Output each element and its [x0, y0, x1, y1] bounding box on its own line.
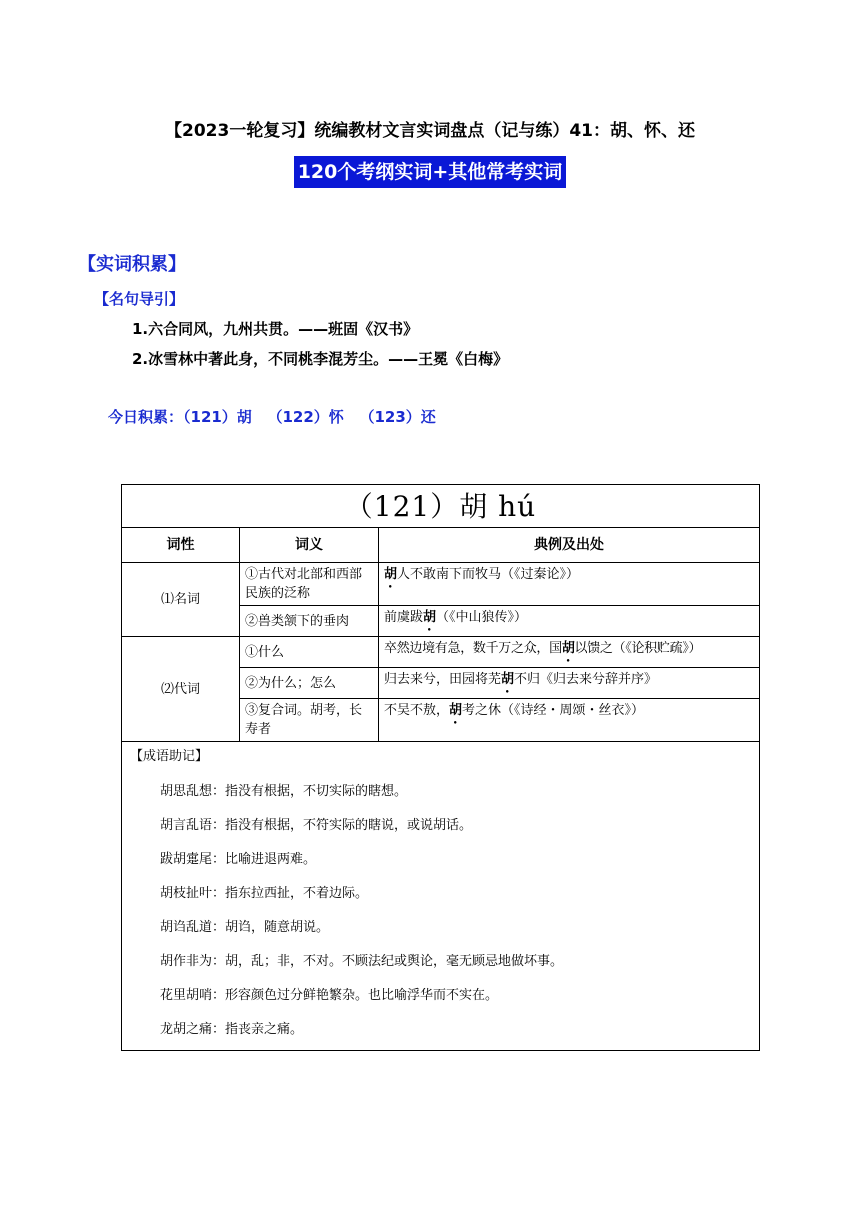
quote-2: 2.冰雪林中著此身，不同桃李混芳尘。——王冕《白梅》 — [132, 350, 509, 368]
keyword: 胡 — [449, 703, 463, 718]
keyword: 胡 — [501, 672, 515, 687]
meaning-cell: ②为什么；怎么 — [240, 668, 379, 699]
example-cell: 归去来兮，田园将芜胡不归《归去来兮辞并序》 — [379, 668, 760, 699]
meaning-cell: ①什么 — [240, 637, 379, 668]
keyword: 胡 — [561, 641, 575, 656]
pos-cell: ⑴名词 — [122, 563, 240, 637]
document-title: 【2023一轮复习】统编教材文言实词盘点（记与练）41：胡、怀、还 — [165, 121, 695, 141]
idiom-item: 胡思乱想：指没有根据，不切实际的瞎想。 — [160, 784, 408, 799]
quote-1: 1.六合同风，九州共贯。——班固《汉书》 — [132, 320, 419, 338]
idiom-row — [122, 742, 760, 1051]
meaning-cell: ②兽类颔下的垂肉 — [240, 606, 379, 637]
meaning-cell: ①古代对北部和西部民族的泛称 — [240, 563, 379, 606]
pos-cell: ⑵代词 — [122, 637, 240, 742]
keyword: 胡 — [423, 610, 437, 625]
idiom-cell — [122, 742, 760, 1051]
idiom-item: 胡枝扯叶：指东拉西扯，不着边际。 — [160, 886, 369, 901]
banner-wrapper — [0, 156, 860, 188]
idiom-item: 龙胡之痛：指丧亲之痛。 — [160, 1022, 304, 1037]
table-row — [122, 637, 760, 668]
table-row — [122, 563, 760, 606]
idiom-item: 花里胡哨：形容颜色过分鲜艳繁杂。也比喻浮华而不实在。 — [160, 988, 499, 1003]
example-cell: 前虞跋胡（《中山狼传》） — [379, 606, 760, 637]
table-header-row — [122, 528, 760, 563]
idiom-item: 跋胡疐尾：比喻进退两难。 — [160, 852, 317, 867]
keyword: 胡 — [384, 567, 398, 582]
banner-label: 120个考纲实词+其他常考实词 — [294, 156, 567, 188]
header-example: 典例及出处 — [379, 528, 760, 563]
section-heading: 【实词积累】 — [78, 254, 186, 275]
meaning-cell: ③复合词。胡考，长寿者 — [240, 699, 379, 742]
idiom-item: 胡诌乱道：胡诌，随意胡说。 — [160, 920, 330, 935]
example-cell: 卒然边境有急，数千万之众，国胡以馈之（《论积贮疏》） — [379, 637, 760, 668]
example-cell: 胡人不敢南下而牧马（《过秦论》） — [379, 563, 760, 606]
header-pos: 词性 — [122, 528, 240, 563]
idiom-title: 【成语助记】 — [130, 749, 209, 764]
sub-heading: 【名句导引】 — [94, 290, 185, 308]
idiom-item: 胡作非为：胡，乱；非，不对。不顾法纪或舆论，毫无顾忌地做坏事。 — [160, 954, 564, 969]
today-accumulation: 今日积累：（121）胡 （122）怀 （123）还 — [108, 408, 436, 426]
entry-title: （121）胡 hú — [122, 485, 760, 528]
header-meaning: 词义 — [240, 528, 379, 563]
vocab-table — [121, 484, 760, 1051]
idiom-item: 胡言乱语：指没有根据，不符实际的瞎说，或说胡话。 — [160, 818, 473, 833]
example-cell: 不吴不敖，胡考之休（《诗经・周颂・丝衣》） — [379, 699, 760, 742]
